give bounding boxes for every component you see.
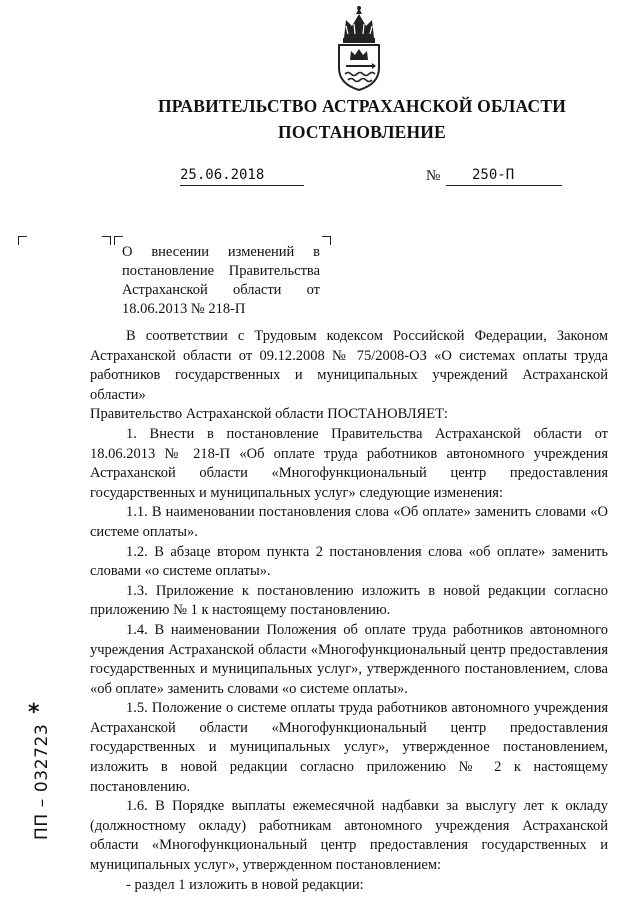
side-star-mark: *: [28, 700, 40, 725]
paragraph-1-6: 1.6. В Порядке выплаты ежемесячной надбавки за выслугу лет к окладу (должностному окладу) работникам автономного учреждения Астраханской области «Многофункциональный центр предоставления государственных и муниципальных услуг», утвержденном постановлением:: [90, 798, 608, 874]
number-field: [446, 167, 562, 186]
document-type-title: ПОСТАНОВЛЕНИЕ: [278, 122, 446, 142]
resolves-paragraph: Правительство Астраханской области ПОСТАНОВЛЯЕТ:: [90, 406, 448, 423]
organization-title: ПРАВИТЕЛЬСТВО АСТРАХАНСКОЙ ОБЛАСТИ: [157, 96, 567, 116]
paragraph-1-5: 1.5. Положение о системе оплаты труда работников автономного учреждения Астраханской области «Многофункциональный центр предоставления государственных и муниципальных услуг», утвержденное постановлением, изложить в новой редакции согласно приложению № 2 к настоящему постановлению.: [90, 700, 608, 795]
document-date: 25.06.2018: [180, 167, 265, 183]
date-field: [180, 167, 304, 186]
paragraph-1-3: 1.3. Приложение к постановлению изложить в новой редакции согласно приложению № 1 к настоящему постановлению.: [90, 582, 608, 619]
paragraph-1-4: 1.4. В наименовании Положения об оплате труда работников автономного учреждения Астраханской области «Многофункциональный центр предоставления государственных и муниципальных услуг», утвержденного постановлением, слова «об оплате» заменить словами «о системе оплаты».: [90, 621, 608, 697]
corner-mark-title-a: [102, 236, 111, 245]
corner-mark-left: [18, 236, 27, 245]
corner-mark-right: [322, 236, 331, 245]
intro-paragraph: В соответствии с Трудовым кодексом Российской Федерации, Законом Астраханской области от 09.12.2008 № 75/2008-ОЗ «О системах оплаты труда работников государственных и муниципальных учреждений Астраханской области»: [90, 328, 608, 403]
paragraph-1-2: 1.2. В абзаце втором пункта 2 постановления слова «об оплате» заменить словами «о системе оплаты».: [90, 543, 608, 580]
number-sign: №: [426, 168, 441, 184]
document-subject: О внесении изменений в постановление Правительства Астраханской области от 18.06.2013 № 218-П: [122, 244, 320, 317]
paragraph-1: 1. Внести в постановление Правительства Астраханской области от 18.06.2013 № 218-П «Об оплате труда работников автономного учреждения Астраханской области «Многофункциональный центр предоставления государственных и муниципальных услуг» следующие изменения:: [90, 425, 608, 501]
paragraph-1-1: 1.1. В наименовании постановления слова «Об оплате» заменить словами «О системе оплаты».: [90, 504, 608, 540]
paragraph-1-6-a: - раздел 1 изложить в новой редакции:: [126, 876, 364, 893]
document-body: [90, 327, 608, 895]
side-serial-number: ПП – 032723: [32, 723, 52, 840]
document-number: 250-П: [472, 167, 515, 183]
coat-of-arms-emblem: [332, 6, 386, 92]
